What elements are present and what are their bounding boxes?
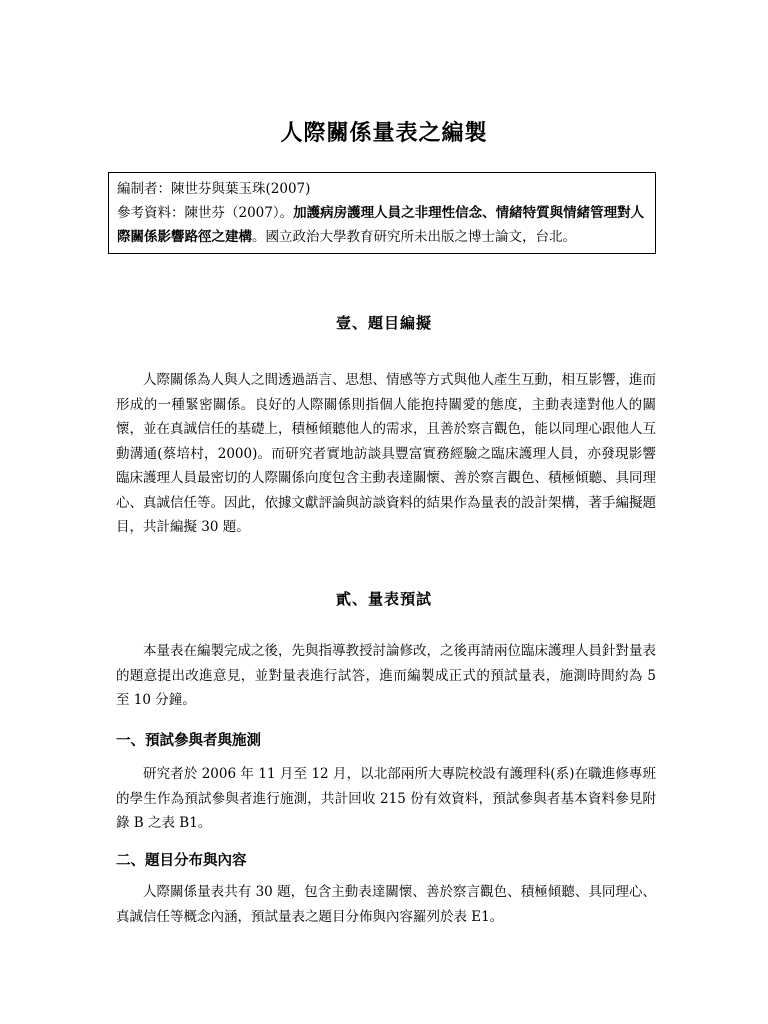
section-title-pretest: 貳、量表預試: [335, 590, 432, 608]
section-title-item-drafting: 壹、題目編擬: [335, 314, 432, 332]
subsection-paragraph-participants: 研究者於 2006 年 11 月至 12 月，以北部兩所大專院校設有護理科(系)在職進修專班的學生作為預試參與者進行施測，共計回收 215 份有效資料，預試參與者基本資料參見附錄 B 之表 B1。: [116, 766, 656, 831]
page-title: 人際關係量表之編製: [280, 120, 488, 146]
reference-suffix: 。國立政治大學教育研究所未出版之博士論文，台北。: [252, 229, 576, 245]
author-line: 編制者：陳世芬與葉玉珠(2007): [117, 181, 311, 197]
subsection-title-participants: 一、預試參與者與施測: [116, 732, 261, 749]
subsection-paragraph-item-distribution: 人際關係量表共有 30 題，包含主動表達關懷、善於察言觀色、積極傾聽、具同理心、真誠信任等概念內涵，預試量表之題目分佈與內容羅列於表 E1。: [116, 884, 656, 925]
reference-title: 加護病房護理人員之非理性信念、情緒特質與情緒管理對人際關係影響路徑之建構: [117, 205, 645, 245]
reference-prefix: 參考資料：陳世芬（2007）。: [117, 205, 294, 221]
section-paragraph-item-drafting: 人際關係為人與人之間透過語言、思想、情感等方式與他人產生互動，相互影響，進而形成的一種緊密關係。良好的人際關係則指個人能抱持關愛的態度，主動表達對他人的關懷，並在真誠信任的基礎上，積極傾聽他人的需求，且善於察言觀色，能以同理心跟他人互動溝通(蔡培村，2000)。而研究者實地訪談具豐富實務經驗之臨床護理人員，亦發現影響臨床護理人員最密切的人際關係向度包含主動表達關懷、善於察言觀色、積極傾聽、具同理心、真誠信任等。因此，依據文獻評論與訪談資料的結果作為量表的設計架構，著手編擬題目，共計編擬 30 題。: [116, 372, 656, 535]
section-paragraph-pretest: 本量表在編製完成之後，先與指導教授討論修改，之後再請兩位臨床護理人員針對量表的題意提出改進意見，並對量表進行試答，進而編製成正式的預試量表，施測時間約為 5 至 10 分鐘。: [116, 643, 656, 708]
subsection-title-item-distribution: 二、題目分布與內容: [116, 852, 247, 869]
source-info-box: [108, 172, 656, 254]
reference-line: [117, 201, 647, 249]
